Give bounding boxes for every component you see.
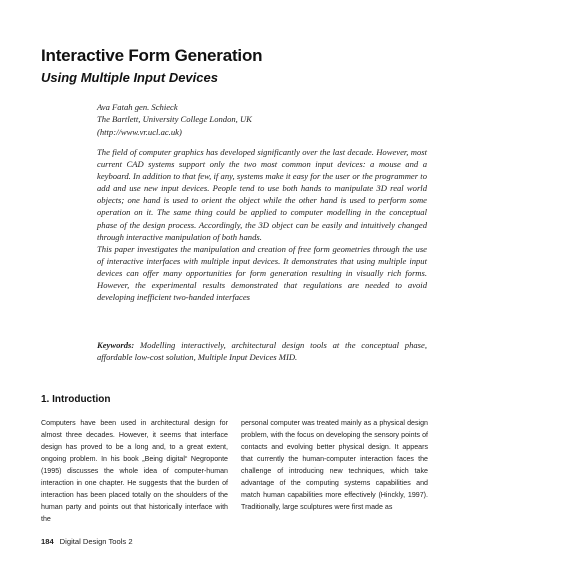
abstract-paragraph-2: This paper investigates the manipulation and creation of free form geometries through the use of interactive interfaces with multiple input devices. It demonstrates that using multiple input devices can offer many opportunities for form generation resulting in visually rich forms. However, the experimental results demonstrated that regulations are needed to avoid developing inefficient two-handed interfaces (97, 243, 427, 303)
running-title: Digital Design Tools 2 (59, 537, 133, 546)
body-column-right (241, 417, 428, 513)
paper-subtitle: Using Multiple Input Devices (41, 70, 218, 85)
page-footer (41, 537, 133, 546)
body-column-left (41, 417, 228, 525)
author-affiliation: The Bartlett, University College London, UK (97, 114, 252, 125)
paper-title: Interactive Form Generation (41, 46, 263, 65)
keywords (97, 339, 427, 363)
body-paragraph-right: personal computer was treated mainly as a physical design problem, with the focus on developing the sensory points of contacts and evolving better physical design. It appears that currently the human-computer interaction faces the challenge of introducing new techniques, which take advantage of the computing systems capabilities and match human capabilities more effectively (Hinckly, 1997). Traditionally, large sculptures were first made as (241, 419, 428, 512)
abstract (97, 146, 427, 303)
keywords-label: Keywords: (97, 340, 135, 350)
author-url: (http://www.vr.ucl.ac.uk) (97, 126, 182, 137)
page-number: 184 (41, 537, 54, 546)
keywords-text: Modelling interactively, architectural design tools at the conceptual phase, affordable low-cost solution, Multiple Input Devices MID. (97, 340, 427, 363)
abstract-paragraph-1: The field of computer graphics has developed significantly over the last decade. However, most current CAD systems support only the two most common input devices: a mouse and a keyboard. In addition to that few, if any, systems make it easy for the user or the programmer to add and use new input devices. People tend to use both hands to manipulate 3D real world objects; one hand is used to orient the object while the other hand is used to perform some operation on it. The same thing could be applied to computer modelling in the conceptual phase of the design process. Accordingly, the 3D object can be easily and intuitively changed through interactive manipulation of both hands. (97, 147, 427, 242)
body-paragraph-left: Computers have been used in architectural design for almost three decades. However, it seems that interface design has proved to be a long and, to a great extent, ongoing problem. In his book „Being digital“ Negroponte (1995) discusses the whole idea of computer-human interaction in one chapter. He suggests that the burden of interaction has been placed totally on the shoulders of the human party and points out that historically interface with the (41, 419, 228, 524)
author-name: Ava Fatah gen. Schieck (97, 102, 178, 112)
section-heading-introduction: 1. Introduction (41, 394, 111, 405)
author-block (97, 101, 437, 138)
